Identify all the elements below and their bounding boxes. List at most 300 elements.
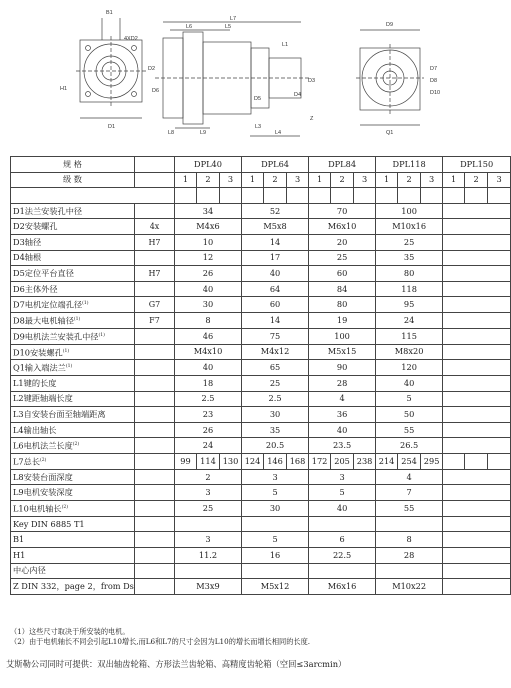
value-cell: 124 [242,454,264,470]
spec-table [10,156,511,595]
level-cell: 1 [443,172,465,188]
level-cell: 3 [354,172,376,188]
row-name-text: D8最大电机轴径 [13,315,74,326]
row-name-text: L4输出轴长 [13,424,57,435]
table-row [11,297,511,313]
dim-label: D10 [430,90,441,96]
value-cell [443,422,511,438]
value-cell: 17 [242,250,309,266]
value-cell [443,313,511,329]
spec-label: 规 格 [11,157,135,173]
tolerance-cell [135,344,175,360]
row-name [11,297,135,313]
table-row [11,422,511,438]
table-row [11,516,511,532]
value-cell [376,516,443,532]
table-cell [220,188,242,204]
value-cell: 60 [309,266,376,282]
value-cell: 46 [175,328,242,344]
model-header: DPL40 [175,157,242,173]
value-cell [443,344,511,360]
table-cell [287,188,309,204]
row-name [11,516,135,532]
tolerance-cell [135,438,175,454]
value-cell [443,469,511,485]
row-name [11,391,135,407]
model-header: DPL84 [309,157,376,173]
footnote-mark: (1) [73,317,81,323]
value-cell: 75 [242,328,309,344]
footnote-mark: (2) [40,458,47,464]
level-cell: 3 [287,172,309,188]
dim-label: L9 [200,130,207,136]
value-cell: M4x12 [242,344,309,360]
value-cell: 26 [175,422,242,438]
tolerance-cell: H7 [135,234,175,250]
tolerance-cell [135,376,175,392]
value-cell: 30 [175,297,242,313]
row-name-text: D6主体外径 [13,283,58,294]
value-cell: 3 [309,469,376,485]
table-cell [443,188,465,204]
row-name [11,376,135,392]
dim-label: H1 [60,86,68,92]
value-cell: 4 [309,391,376,407]
value-cell: 118 [376,281,443,297]
value-cell: 7 [376,485,443,501]
dim-label: D7 [430,66,438,72]
row-name-text: D7电机定位端孔径 [13,300,83,311]
value-cell: 168 [287,454,309,470]
value-cell: 2 [175,469,242,485]
tolerance-cell [135,485,175,501]
row-name [11,547,135,563]
table-cell [309,188,331,204]
table-row [11,219,511,235]
value-cell: 30 [242,407,309,423]
tolerance-cell [135,454,175,470]
value-cell [443,516,511,532]
tolerance-cell: F7 [135,313,175,329]
tolerance-cell [135,203,175,219]
dim-label: 4XD2 [124,36,138,42]
level-cell: 2 [465,172,488,188]
row-name [11,422,135,438]
value-cell: 3 [175,532,242,548]
table-cell [398,188,421,204]
value-cell: M5x8 [242,219,309,235]
dim-label: L8 [168,130,175,136]
front-view-left [76,18,146,118]
footnote-mark: (1) [98,332,105,338]
value-cell [309,563,376,579]
level-cell: 1 [242,172,264,188]
table-cell [197,188,220,204]
value-cell: M5x15 [309,344,376,360]
value-cell: 115 [376,328,443,344]
table-cell [488,188,511,204]
table-row [11,547,511,563]
dim-label: D3 [308,78,316,84]
value-cell: 10 [175,234,242,250]
value-cell: 30 [242,501,309,517]
value-cell: 52 [242,203,309,219]
footer-text: 艾斯勒公司同时可提供：双出轴齿轮箱、方形法兰齿轮箱、高精度齿轮箱（空回≤3arcmin） [6,659,347,669]
value-cell [443,234,511,250]
value-cell [443,360,511,376]
row-name-text: D9电机法兰安装孔中径 [13,331,99,342]
value-cell: 295 [421,454,443,470]
value-cell: M5x12 [242,579,309,595]
level-cell: 2 [398,172,421,188]
value-cell [309,516,376,532]
table-cell [135,172,175,188]
row-name [11,313,135,329]
value-cell: 23.5 [309,438,376,454]
value-cell: M10x22 [376,579,443,595]
value-cell: 19 [309,313,376,329]
value-cell: 36 [309,407,376,423]
value-cell: 55 [376,501,443,517]
row-name [11,281,135,297]
value-cell: 64 [242,281,309,297]
footnote-mark: (2) [61,505,68,511]
value-cell: 40 [242,266,309,282]
row-name [11,344,135,360]
row-name-text: L7总长 [13,456,41,467]
value-cell: 35 [242,422,309,438]
value-cell: 14 [242,313,309,329]
value-cell: 214 [376,454,398,470]
row-name [11,563,135,579]
value-cell: 8 [175,313,242,329]
value-cell: 4 [376,469,443,485]
unit-label [11,188,175,204]
value-cell: 114 [197,454,220,470]
tolerance-cell: H7 [135,266,175,282]
row-name-text: Q1输入端法兰 [13,363,66,374]
value-cell [443,579,511,595]
value-cell: M4x10 [175,344,242,360]
value-cell: 20.5 [242,438,309,454]
level-cell: 3 [220,172,242,188]
row-name-text: D2安装螺孔 [13,221,58,232]
value-cell: 25 [175,501,242,517]
dim-label: D4 [294,92,302,98]
tolerance-cell [135,281,175,297]
value-cell: 80 [376,266,443,282]
table-row [11,438,511,454]
value-cell: M4x6 [175,219,242,235]
tolerance-cell [135,469,175,485]
value-cell [443,454,465,470]
value-cell: 26.5 [376,438,443,454]
value-cell: 205 [331,454,354,470]
table-row [11,407,511,423]
tolerance-cell [135,547,175,563]
value-cell: M6x16 [309,579,376,595]
value-cell [443,391,511,407]
row-name-text: L2键距轴端长度 [13,393,73,404]
tolerance-cell [135,360,175,376]
tolerance-cell [135,516,175,532]
dim-label: B1 [106,10,113,16]
value-cell: 130 [220,454,242,470]
value-cell [242,563,309,579]
technical-drawing [0,0,500,150]
value-cell: 3 [242,469,309,485]
spec-table-body [11,157,511,595]
row-name [11,438,135,454]
row-name-text: L6电机法兰长度 [13,441,73,452]
value-cell: 20 [309,234,376,250]
tolerance-cell: 4x [135,219,175,235]
unit-row [11,188,511,204]
table-row [11,281,511,297]
tolerance-cell [135,563,175,579]
table-cell [465,188,488,204]
table-cell [242,188,264,204]
row-name-text: D3轴径 [13,236,42,247]
value-cell: 24 [376,313,443,329]
dim-label: L1 [282,42,289,48]
model-header: DPL150 [443,157,511,173]
value-cell: M8x20 [376,344,443,360]
level-row [11,172,511,188]
dim-label: D8 [430,78,438,84]
tolerance-cell [135,250,175,266]
tolerance-cell [135,579,175,595]
table-cell [264,188,287,204]
row-name-text: D4轴根 [13,252,42,263]
dim-label: L3 [255,124,262,130]
row-name-text: L9电机安装深度 [13,487,73,498]
row-name-text: B1 [13,534,25,545]
table-cell [421,188,443,204]
value-cell: 95 [376,297,443,313]
row-name-text: D5定位平台直径 [13,267,74,278]
value-cell [443,532,511,548]
value-cell [443,563,511,579]
table-row [11,250,511,266]
notes [10,627,310,647]
row-name [11,203,135,219]
row-name [11,250,135,266]
value-cell [443,547,511,563]
table-row [11,266,511,282]
value-cell: 120 [376,360,443,376]
table-row [11,391,511,407]
value-cell: 18 [175,376,242,392]
value-cell [465,454,488,470]
value-cell: 28 [376,547,443,563]
row-name-text: H1 [13,549,26,560]
value-cell: 40 [309,422,376,438]
dim-label: D6 [152,88,160,94]
table-row [11,501,511,517]
table-row [11,532,511,548]
row-name [11,266,135,282]
value-cell: 2.5 [242,391,309,407]
value-cell: 35 [376,250,443,266]
side-view [155,22,310,136]
value-cell: 254 [398,454,421,470]
value-cell: 34 [175,203,242,219]
row-name-text: L1键的长度 [13,377,57,388]
value-cell: M6x10 [309,219,376,235]
table-row [11,579,511,595]
level-cell: 2 [331,172,354,188]
row-name [11,454,135,470]
dim-label: D2 [148,66,156,72]
row-name [11,501,135,517]
value-cell: M10x16 [376,219,443,235]
table-cell [354,188,376,204]
table-row [11,313,511,329]
value-cell: 100 [309,328,376,344]
table-row [11,328,511,344]
value-cell [443,485,511,501]
value-cell: 5 [376,391,443,407]
footnote-mark: (1) [82,301,89,307]
row-name-text: D1法兰安装孔中径 [13,205,83,216]
value-cell: 99 [175,454,197,470]
row-name-text: Key DIN 6885 T1 [13,518,85,529]
value-cell: 65 [242,360,309,376]
value-cell [175,563,242,579]
row-name [11,234,135,250]
value-cell: 23 [175,407,242,423]
dim-label: D9 [386,22,394,28]
value-cell [443,438,511,454]
value-cell: 172 [309,454,331,470]
value-cell [443,266,511,282]
model-header: DPL118 [376,157,443,173]
row-name-text: L3自安装台面至轴端距离 [13,409,106,419]
value-cell: 40 [175,360,242,376]
value-cell: 84 [309,281,376,297]
value-cell: 40 [309,501,376,517]
row-name [11,579,135,595]
row-name-text: L8安装台面深度 [13,471,73,482]
dim-label: D5 [254,96,262,102]
table-row [11,485,511,501]
row-name-text: D10安装螺孔 [13,347,63,358]
value-cell [443,250,511,266]
row-name [11,219,135,235]
table-cell [331,188,354,204]
value-cell: M3x9 [175,579,242,595]
value-cell: 5 [242,485,309,501]
footnote-mark: (2) [72,442,80,448]
dim-label: L4 [275,130,282,136]
value-cell: 80 [309,297,376,313]
value-cell: 25 [376,234,443,250]
dim-label: L6 [186,24,193,30]
value-cell [443,407,511,423]
tolerance-cell [135,328,175,344]
row-name-text: L10电机轴长 [13,503,62,514]
footnote-mark: (1) [62,348,70,354]
footnote-mark: (1) [65,364,73,370]
value-cell: 5 [309,485,376,501]
tolerance-cell [135,391,175,407]
value-cell: 22.5 [309,547,376,563]
value-cell [443,297,511,313]
dim-label: L5 [225,24,232,30]
value-cell: 238 [354,454,376,470]
value-cell [376,563,443,579]
dim-label: L7 [230,16,237,22]
dim-label: D1 [108,124,116,130]
gearbox-drawing-svg [0,0,500,150]
header-row [11,157,511,173]
tolerance-cell [135,501,175,517]
value-cell: 16 [242,547,309,563]
value-cell: 146 [264,454,287,470]
value-cell [443,501,511,517]
value-cell [443,376,511,392]
value-cell: 55 [376,422,443,438]
level-cell: 2 [264,172,287,188]
level-cell: 1 [309,172,331,188]
level-cell: 1 [175,172,197,188]
table-row [11,203,511,219]
table-row [11,234,511,250]
value-cell: 8 [376,532,443,548]
value-cell [242,516,309,532]
value-cell [443,328,511,344]
value-cell: 40 [175,281,242,297]
note-2: （2）由于电机轴长不同会引起L10增长,而L6和L7的尺寸会因为L10的增长而增长相同的长度. [10,637,311,646]
value-cell: 60 [242,297,309,313]
value-cell: 25 [242,376,309,392]
row-name [11,407,135,423]
table-row [11,344,511,360]
tolerance-cell [135,532,175,548]
value-cell: 28 [309,376,376,392]
row-name [11,469,135,485]
value-cell: 25 [309,250,376,266]
dim-label: Z [310,116,314,122]
table-row [11,454,511,470]
note-1: （1）这些尺寸取决于所安装的电机。 [10,627,130,636]
level-label: 级 数 [11,172,135,188]
level-cell: 1 [376,172,398,188]
value-cell: 100 [376,203,443,219]
tolerance-cell [135,422,175,438]
dim-label: Q1 [386,130,394,136]
row-name [11,360,135,376]
table-row [11,469,511,485]
model-header: DPL64 [242,157,309,173]
value-cell [488,454,511,470]
table-row [11,360,511,376]
value-cell: 50 [376,407,443,423]
table-row [11,563,511,579]
level-cell: 2 [197,172,220,188]
value-cell [443,219,511,235]
value-cell: 12 [175,250,242,266]
value-cell: 70 [309,203,376,219]
row-name [11,328,135,344]
value-cell: 26 [175,266,242,282]
level-cell: 3 [488,172,511,188]
tolerance-cell [135,407,175,423]
row-name-text: Z DIN 332，page 2，from Ds [13,580,134,591]
tolerance-cell: G7 [135,297,175,313]
value-cell: 14 [242,234,309,250]
